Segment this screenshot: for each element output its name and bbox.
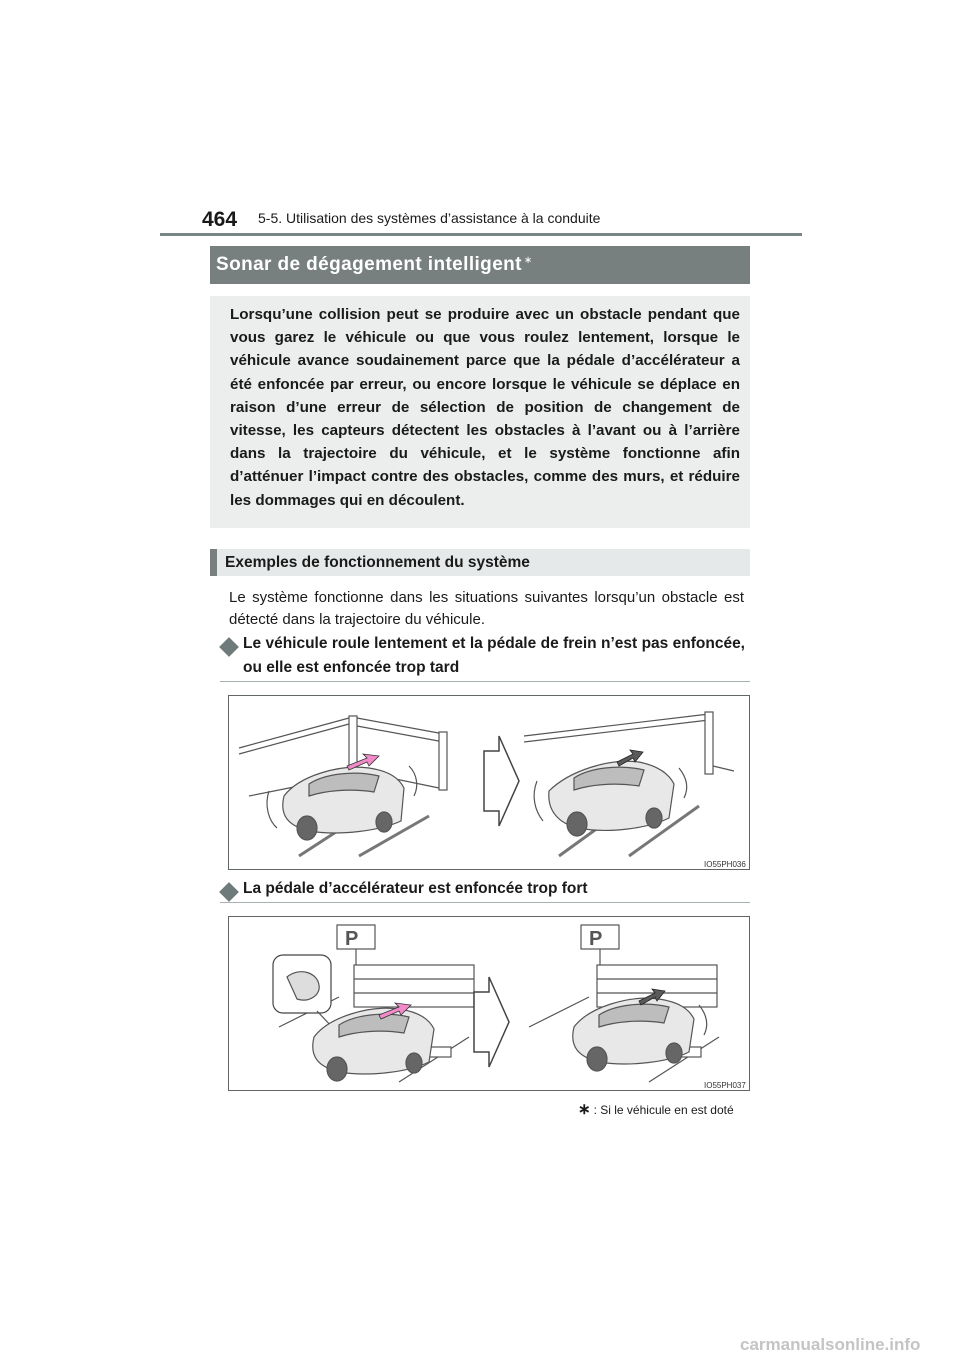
subheading: Exemples de fonctionnement du système — [225, 554, 530, 571]
svg-text:P: P — [589, 928, 603, 950]
body-text: Le système fonctionne dans les situations suivantes lorsqu’un obstacle est détecté dans la trajectoire du véhicule. — [229, 589, 744, 628]
figure-code-2: IO55PH037 — [704, 1081, 746, 1090]
case-heading-1: Le véhicule roule lentement et la pédale de frein n’est pas enfoncée, ou elle est enfoncée trop tard — [243, 635, 745, 676]
footnote-text: : Si le véhicule en est doté — [593, 1103, 734, 1117]
case-heading-2: La pédale d’accélérateur est enfoncée trop fort — [243, 880, 588, 897]
intro-text: Lorsqu’une collision peut se produire avec un obstacle pendant que vous garez le véhicule ou que vous roulez lentement, lorsque le véhicule avance soudainement parce que la pédale d’accélérateur a été enfoncée par erreur, ou encore lorsque le véhicule se déplace en raison d’une erreur de sélection de position de changement de vitesse, les capteurs détectent les obstacles à l’avant ou à l’arrière dans la trajectoire du véhicule, et le système fonctionne afin d’atténuer l’impact contre des obstacles, comme des murs, et réduire les dommages qui en découlent. — [230, 306, 740, 509]
title-label: Sonar de dégagement intelligent — [216, 254, 522, 275]
case-rule-1 — [220, 681, 750, 682]
slow-driving-drawing — [229, 696, 749, 869]
illustration-accelerator — [228, 916, 750, 1091]
svg-text:P: P — [345, 928, 359, 950]
title-mark: ∗ — [523, 254, 533, 266]
accelerator-drawing — [229, 917, 749, 1090]
diamond-bullet-icon — [219, 882, 239, 902]
watermark: carmanualsonline.info — [740, 1335, 921, 1354]
page-title — [216, 254, 533, 276]
page-number: 464 — [202, 208, 238, 231]
footnote — [578, 1100, 734, 1118]
header-rule — [160, 233, 802, 236]
section-path: 5-5. Utilisation des systèmes d’assistance à la conduite — [258, 210, 601, 226]
illustration-slow-driving — [228, 695, 750, 870]
case-rule-2 — [220, 902, 750, 903]
footnote-mark: ∗ — [578, 1101, 591, 1118]
figure-code-1: IO55PH036 — [704, 860, 746, 869]
diamond-bullet-icon — [219, 637, 239, 657]
